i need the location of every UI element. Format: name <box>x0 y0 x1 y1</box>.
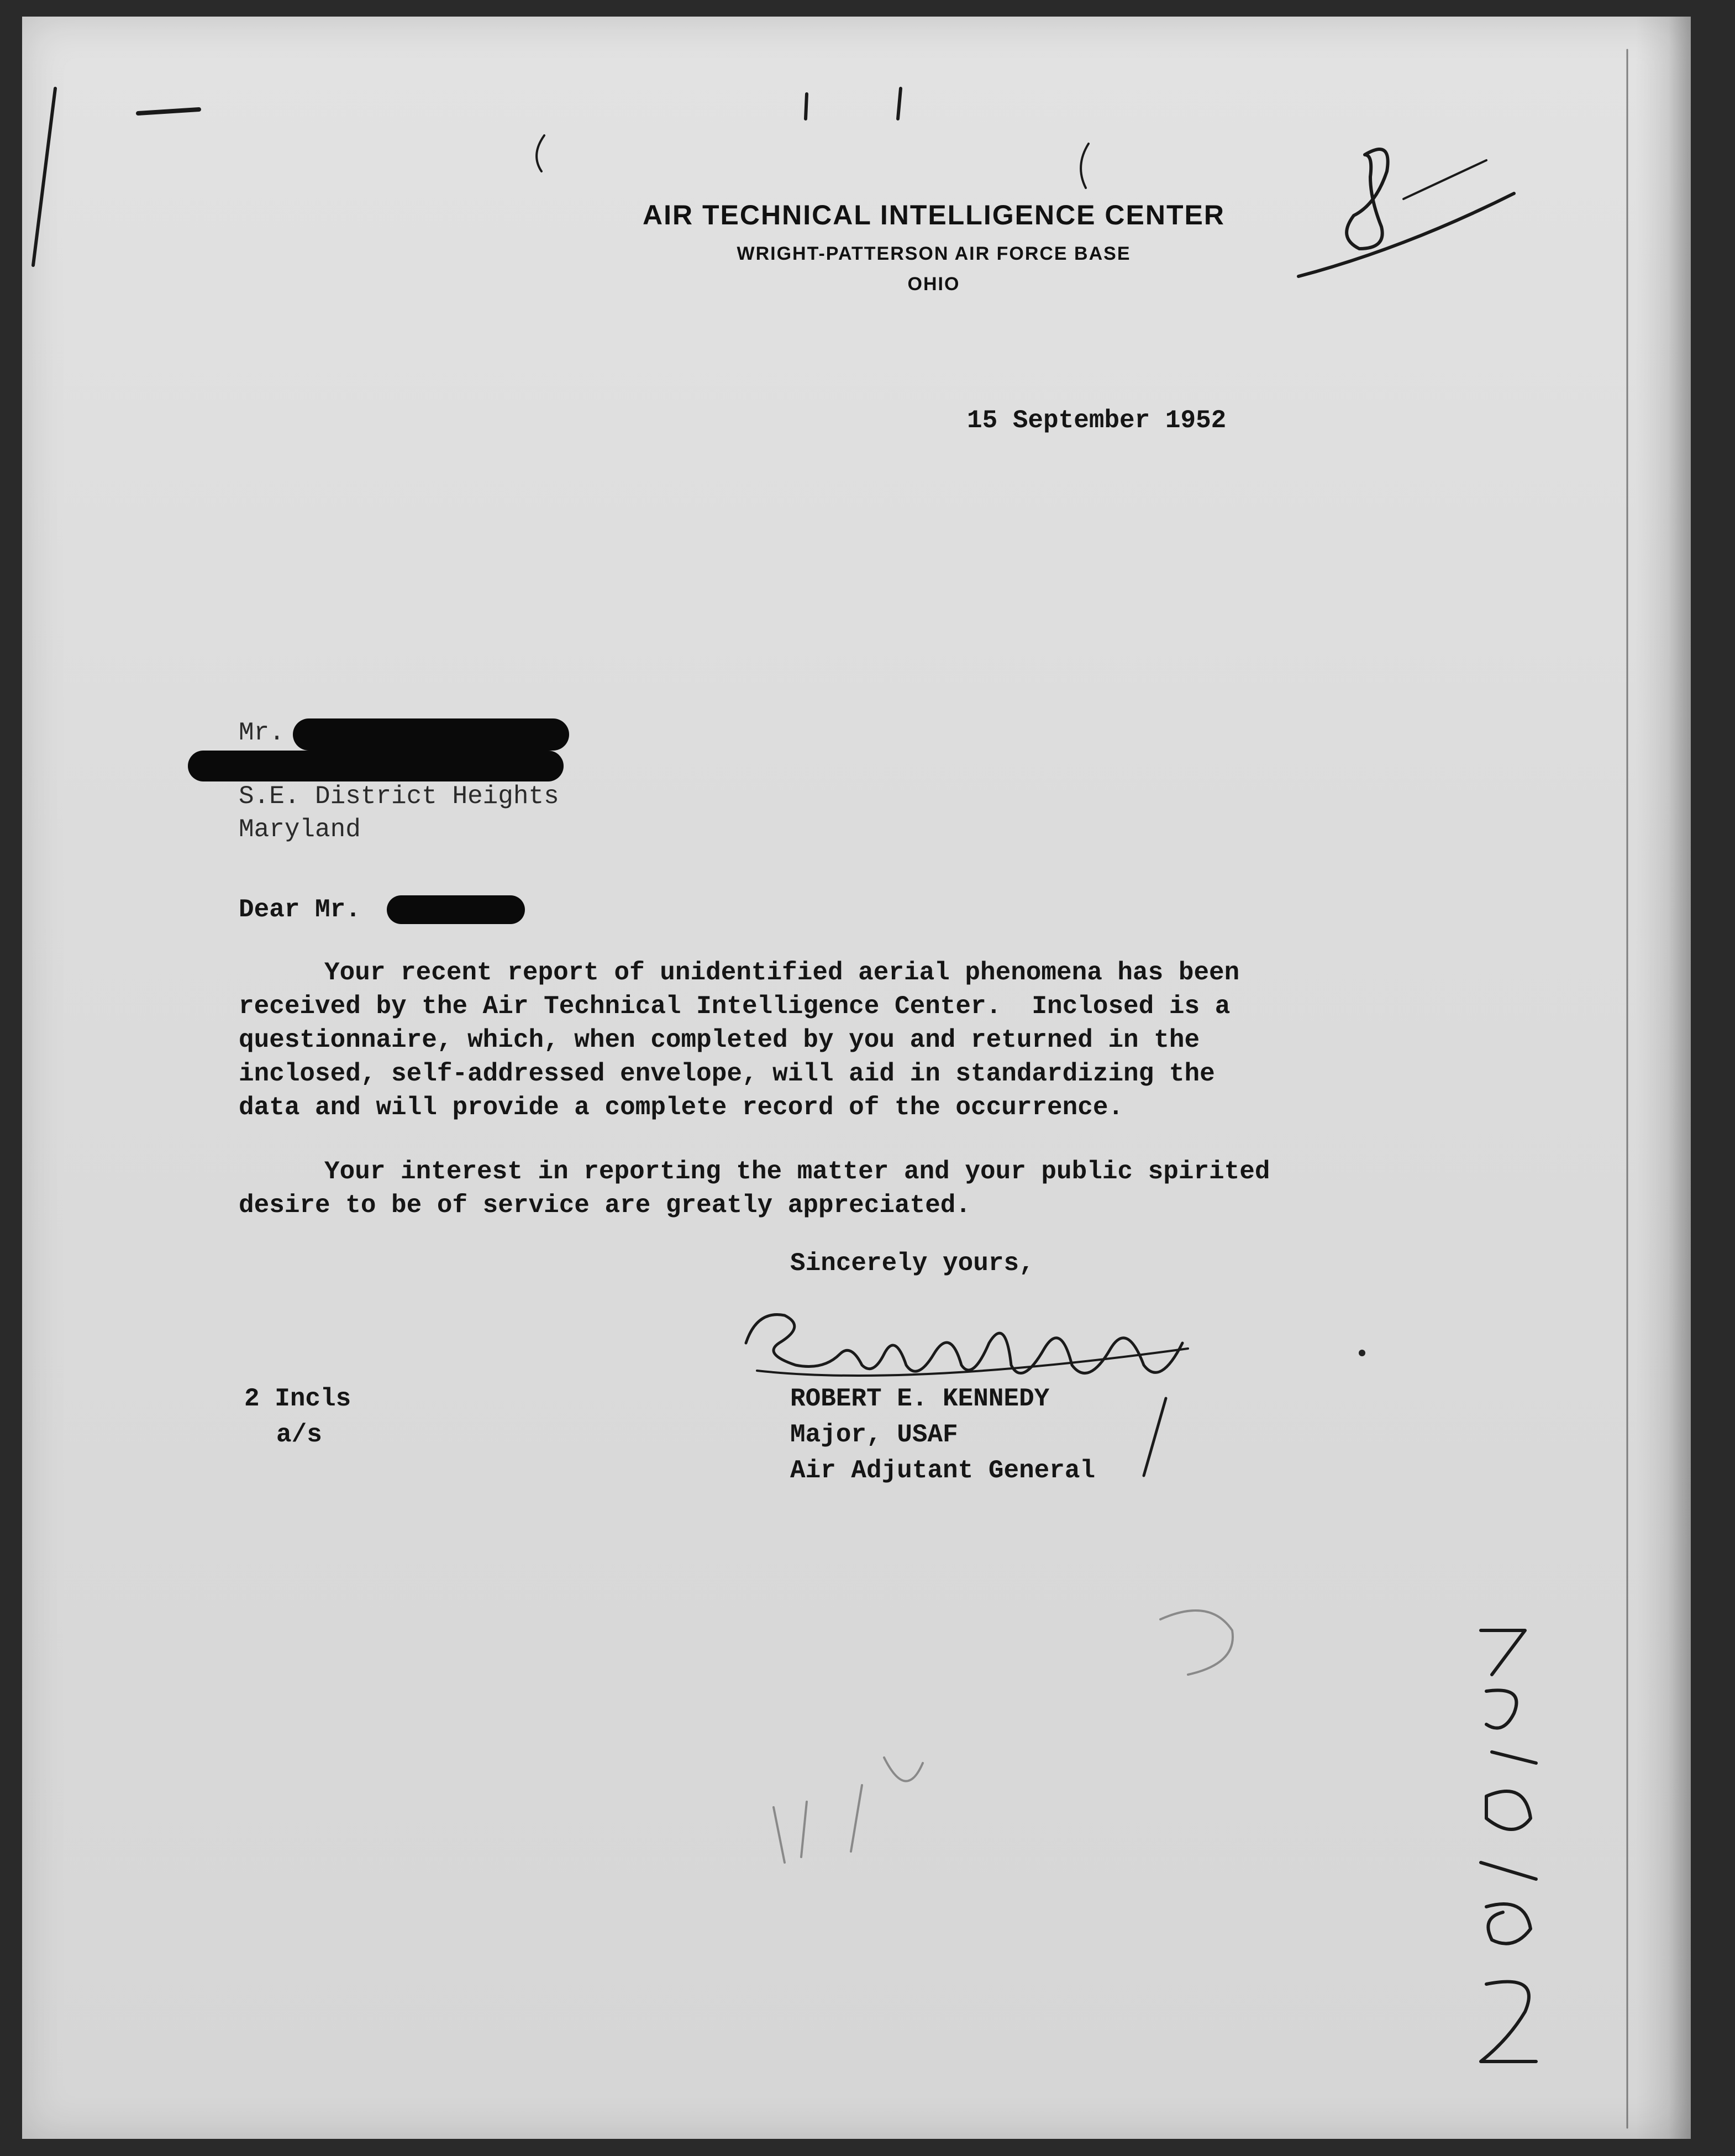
paragraph-1-line: data and will provide a complete record of the occurrence. <box>239 1093 1124 1122</box>
letter-date: 15 September 1952 <box>967 406 1227 435</box>
paragraph-1-line: questionnaire, which, when completed by you and returned in the <box>239 1026 1200 1055</box>
enclosures-note: a/s <box>276 1420 322 1449</box>
address-line-3: Maryland <box>239 815 361 844</box>
letterhead-state: OHIO <box>907 274 960 295</box>
signer-name: ROBERT E. KENNEDY <box>790 1384 1050 1413</box>
paragraph-1-line: inclosed, self-addressed envelope, will aid in standardizing the <box>239 1059 1215 1088</box>
letterhead-org: AIR TECHNICAL INTELLIGENCE CENTER <box>643 200 1225 230</box>
address-prefix: Mr. <box>239 718 285 747</box>
letterhead-base: WRIGHT-PATTERSON AIR FORCE BASE <box>737 243 1131 264</box>
paragraph-2-line: Your interest in reporting the matter and your public spirited <box>324 1157 1270 1186</box>
paragraph-1-line: received by the Air Technical Intelligence Center. Inclosed is a <box>239 992 1231 1021</box>
handwritten-marks <box>22 17 1691 2139</box>
salutation: Dear Mr. <box>239 895 361 924</box>
signer-rank: Major, USAF <box>790 1420 958 1449</box>
letter-page <box>22 17 1691 2139</box>
paragraph-2-line: desire to be of service are greatly appreciated. <box>239 1191 971 1220</box>
enclosures-count: 2 Incls <box>244 1384 351 1413</box>
closing: Sincerely yours, <box>790 1249 1034 1278</box>
address-line-2: S.E. District Heights <box>239 782 559 811</box>
signer-title: Air Adjutant General <box>790 1456 1096 1485</box>
paragraph-1-line: Your recent report of unidentified aerial phenomena has been <box>324 958 1240 987</box>
